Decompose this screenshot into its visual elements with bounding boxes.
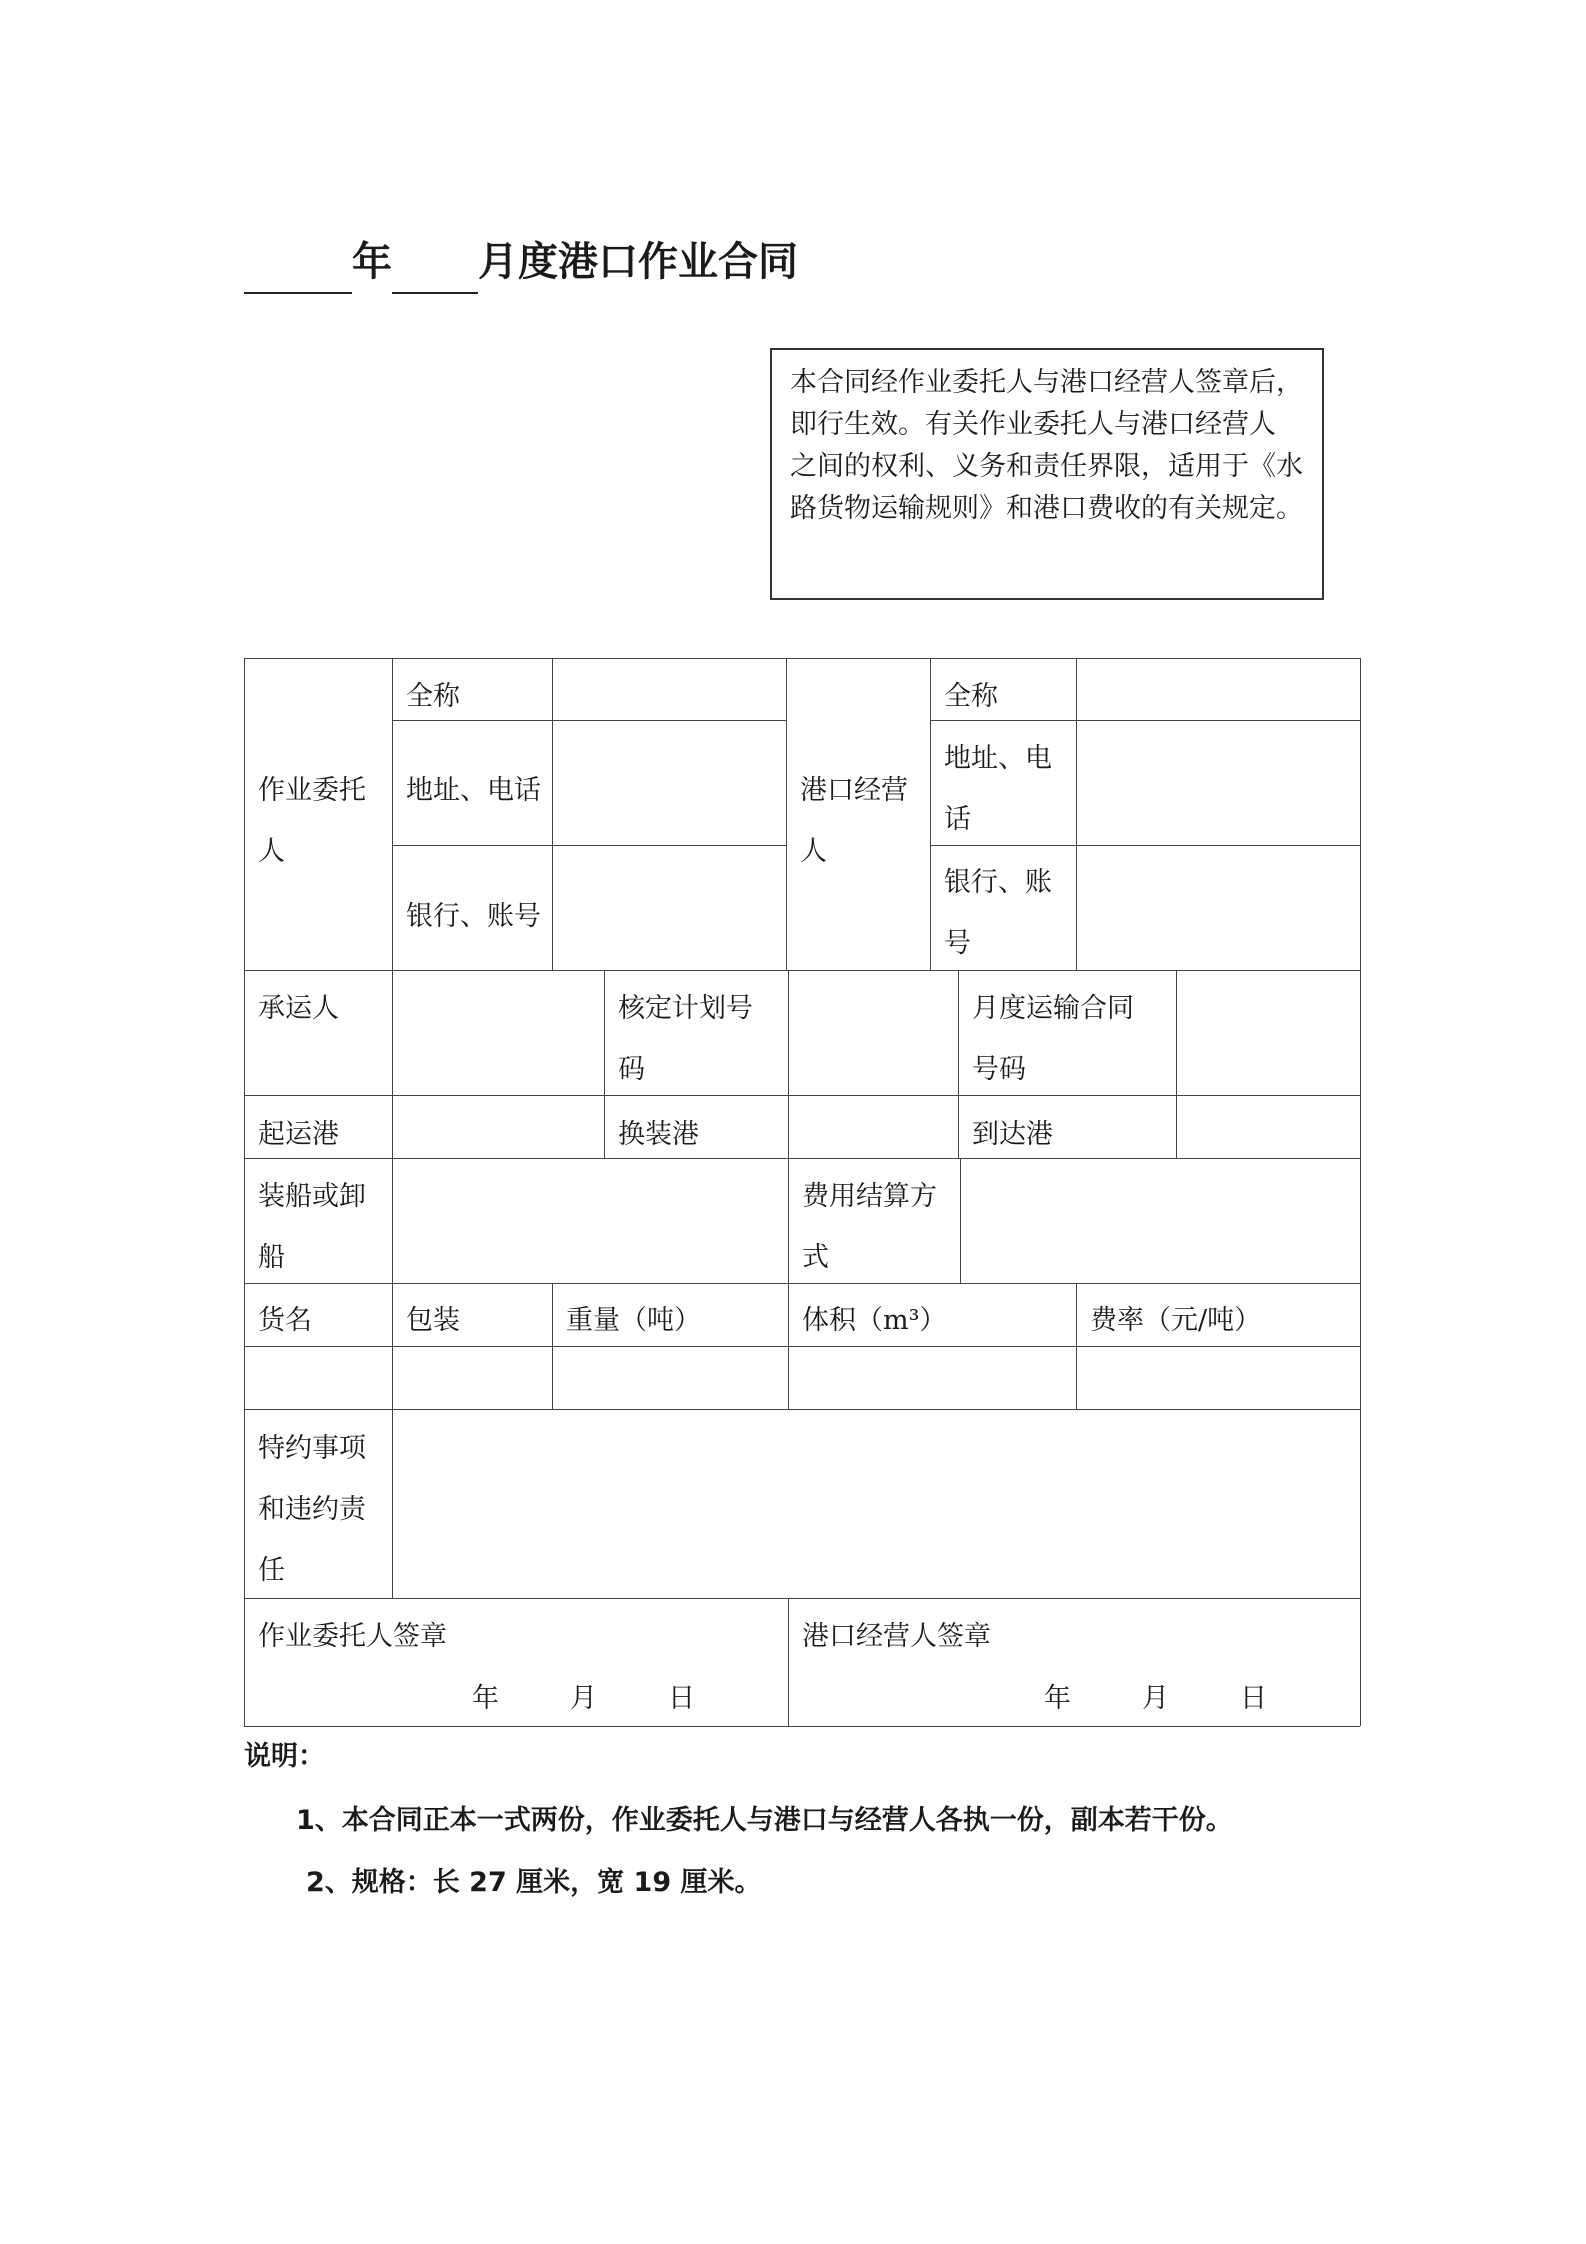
goods-header: 货名 (258, 1305, 312, 1336)
origin-port-label: 起运港 (258, 1119, 339, 1150)
page-title: 月度港口作业合同 (478, 239, 798, 285)
weight-header: 重量（吨） (566, 1305, 701, 1336)
notice-line: 路货物运输规则》和港口费收的有关规定。 (790, 493, 1303, 524)
operator-signature-label: 港口经营人签章 (802, 1621, 991, 1652)
transfer-port-label: 换装港 (618, 1119, 699, 1150)
operator-bank-label (944, 852, 1052, 974)
principal-label (258, 760, 366, 882)
loading-label (258, 1166, 366, 1288)
grid-line (392, 1158, 393, 1283)
grid-line (788, 1283, 789, 1409)
principal-signature-label: 作业委托人签章 (258, 1621, 447, 1652)
table-border-bottom (244, 1726, 1360, 1727)
grid-line (392, 845, 786, 846)
rate-header: 费率（元/吨） (1090, 1305, 1262, 1336)
principal-label-line: 人 (258, 836, 285, 867)
volume-header: 体积（m³） (802, 1305, 947, 1336)
table-border-top (244, 658, 1360, 659)
plan-number-label (618, 978, 753, 1100)
notice-line: 即行生效。有关作业委托人与港口经营人 (790, 409, 1276, 440)
title-month-blank (392, 292, 478, 294)
grid-line (604, 970, 605, 1158)
principal-label-line: 作业委托 (258, 775, 366, 806)
operator-address-line: 话 (944, 804, 971, 835)
monthly-contract-line: 月度运输合同 (972, 993, 1134, 1024)
special-terms-line: 和违约责 (258, 1494, 366, 1525)
carrier-label: 承运人 (258, 993, 339, 1024)
grid-line (392, 1283, 393, 1409)
packing-header: 包装 (406, 1305, 460, 1336)
grid-line (930, 658, 931, 970)
operator-address-line: 地址、电 (944, 743, 1052, 774)
operator-date-year: 年 (1044, 1683, 1071, 1714)
settlement-label (802, 1166, 937, 1288)
principal-date-day: 日 (668, 1683, 695, 1714)
grid-line (788, 970, 789, 1158)
special-terms-line: 特约事项 (258, 1433, 366, 1464)
destination-port-label: 到达港 (972, 1119, 1053, 1150)
loading-label-line: 装船或卸 (258, 1181, 366, 1212)
operator-bank-line: 银行、账 (944, 867, 1052, 898)
settlement-label-line: 式 (802, 1242, 829, 1273)
operator-label-line: 港口经营 (800, 775, 908, 806)
grid-line (392, 1409, 393, 1598)
operator-label-line: 人 (800, 836, 827, 867)
principal-date-year: 年 (472, 1683, 499, 1714)
grid-line (1076, 658, 1077, 970)
grid-line (244, 1095, 1360, 1096)
grid-line (960, 1158, 961, 1283)
notice-line: 本合同经作业委托人与港口经营人签章后， (790, 367, 1303, 398)
monthly-contract-line: 号码 (972, 1054, 1026, 1085)
monthly-contract-label (972, 978, 1134, 1100)
note-item-1: 1、本合同正本一式两份，作业委托人与港口与经营人各执一份，副本若干份。 (296, 1805, 1233, 1836)
operator-bank-line: 号 (944, 928, 971, 959)
grid-line (244, 970, 1360, 971)
principal-address-label: 地址、电话 (406, 775, 541, 806)
grid-line (788, 1158, 789, 1283)
grid-line (392, 970, 393, 1158)
table-border-left (244, 658, 245, 1726)
notes-heading: 说明： (244, 1741, 325, 1772)
settlement-label-line: 费用结算方 (802, 1181, 937, 1212)
grid-line (244, 1158, 1360, 1159)
principal-fullname-label: 全称 (406, 681, 460, 712)
grid-line (392, 658, 393, 970)
plan-number-line: 码 (618, 1054, 645, 1085)
operator-date-month: 月 (1142, 1683, 1169, 1714)
grid-line (958, 970, 959, 1158)
principal-bank-label: 银行、账号 (406, 901, 541, 932)
grid-line (244, 1598, 1360, 1599)
grid-line (244, 1409, 1360, 1410)
notice-line: 之间的权利、义务和责任界限，适用于《水 (790, 451, 1303, 482)
grid-line (552, 1283, 553, 1409)
special-terms-label (258, 1418, 366, 1601)
operator-label (800, 760, 908, 882)
plan-number-line: 核定计划号 (618, 993, 753, 1024)
special-terms-line: 任 (258, 1555, 285, 1586)
grid-line (1076, 1283, 1077, 1409)
title-year-blank (244, 292, 352, 294)
grid-line (1176, 970, 1177, 1158)
grid-line (786, 658, 787, 970)
principal-date-month: 月 (570, 1683, 597, 1714)
notice-box (770, 348, 1324, 600)
operator-fullname-label: 全称 (944, 681, 998, 712)
title-year-char: 年 (352, 239, 392, 285)
operator-address-label (944, 728, 1052, 850)
loading-label-line: 船 (258, 1242, 285, 1273)
grid-line (788, 1598, 789, 1726)
operator-date-day: 日 (1240, 1683, 1267, 1714)
note-item-2: 2、规格：长 27 厘米，宽 19 厘米。 (306, 1867, 762, 1898)
grid-line (552, 658, 553, 970)
table-border-right (1360, 658, 1361, 1726)
